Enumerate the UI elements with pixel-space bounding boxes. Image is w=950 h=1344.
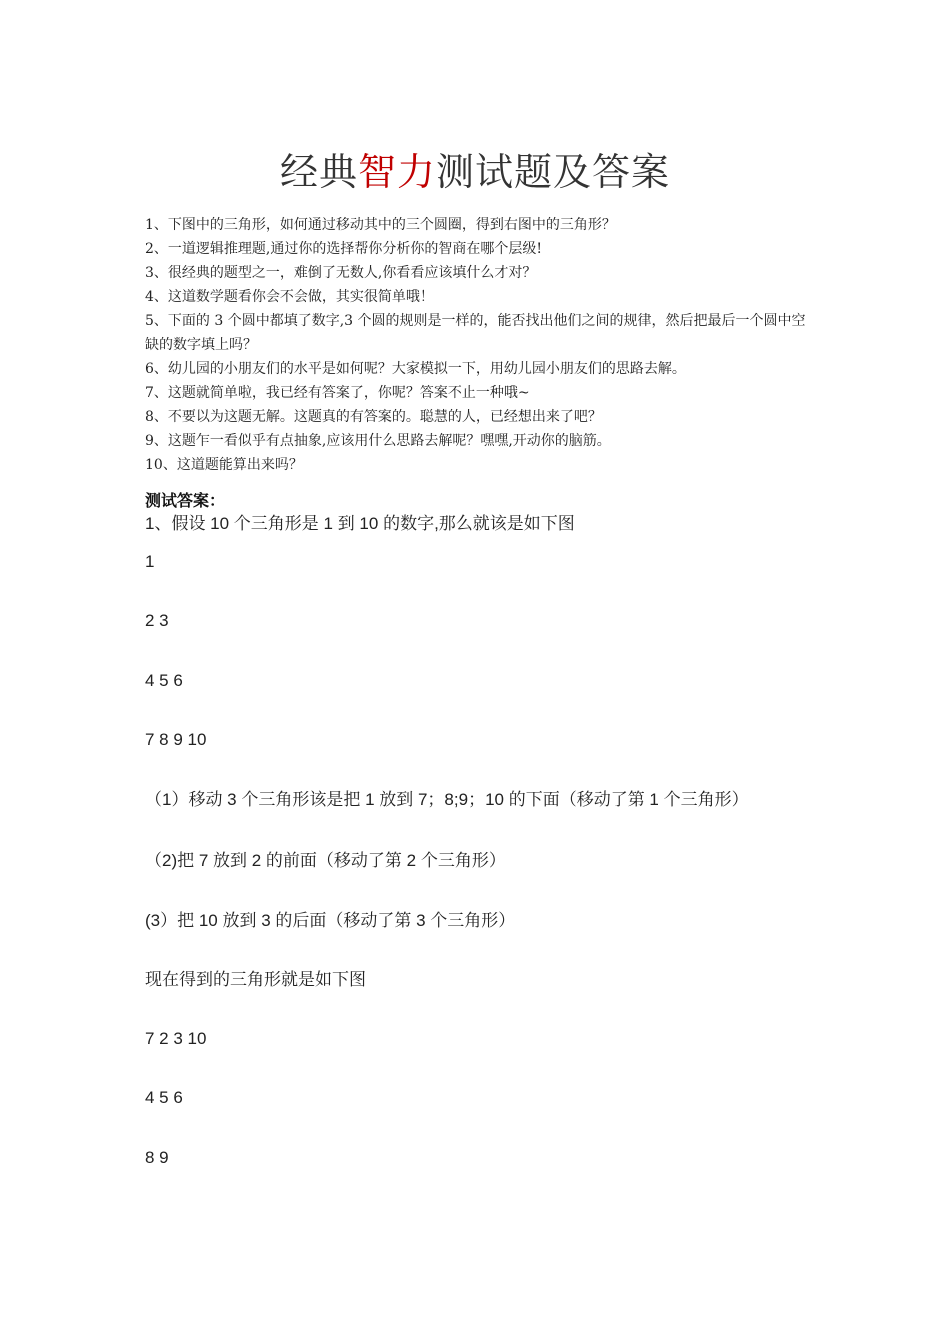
- question-item: 9、这题乍一看似乎有点抽象,应该用什么思路去解呢？嘿嘿,开动你的脑筋。: [145, 433, 611, 449]
- triangle-row: 4 5 6: [145, 1088, 183, 1107]
- question-item: 3、很经典的题型之一，难倒了无数人,你看看应该填什么才对？: [145, 265, 537, 281]
- triangle-row: 1: [145, 552, 155, 571]
- title-part-1: 经典: [279, 150, 358, 194]
- title-accent: 智力: [357, 150, 436, 194]
- question-list: [145, 213, 810, 477]
- answers-heading: 测试答案：: [145, 491, 226, 510]
- question-item: 7、这题就简单啦，我已经有答案了，你呢？答案不止一种哦~: [145, 385, 530, 401]
- triangle-row: 8 9: [145, 1148, 169, 1167]
- question-item: 8、不要以为这题无解。这题真的有答案的。聪慧的人，已经想出来了吧？: [145, 409, 602, 425]
- title-part-2: 测试题及答案: [436, 150, 671, 194]
- triangle-row: 4 5 6: [145, 671, 183, 690]
- question-item: 1、下图中的三角形，如何通过移动其中的三个圆圈，得到右图中的三角形？: [145, 217, 616, 233]
- answer-intro: 1、假设 10 个三角形是 1 到 10 的数字,那么就该是如下图: [145, 514, 575, 533]
- answer-result-intro: 现在得到的三角形就是如下图: [145, 970, 366, 989]
- question-item: 5、下面的 3 个圆中都填了数字,3 个圆的规则是一样的，能否找出他们之间的规律，然后把最后一个圆中空缺的数字填上吗？: [145, 313, 806, 353]
- triangle-row: 2 3: [145, 611, 169, 630]
- answer-step-3: (3）把 10 放到 3 的后面（移动了第 3 个三角形）: [145, 911, 516, 930]
- triangle-row: 7 8 9 10: [145, 730, 207, 749]
- question-item: 10、这道题能算出来吗？: [145, 457, 303, 473]
- triangle-row: 7 2 3 10: [145, 1029, 207, 1048]
- question-item: 2、一道逻辑推理题,通过你的选择帮你分析你的智商在哪个层级!: [145, 241, 542, 257]
- question-item: 4、这道数学题看你会不会做，其实很简单哦！: [145, 289, 434, 305]
- answer-step-1: （1）移动 3 个三角形该是把 1 放到 7；8;9；10 的下面（移动了第 1 个三角形）: [145, 790, 749, 809]
- question-item: 6、幼儿园的小朋友们的水平是如何呢？大家模拟一下，用幼儿园小朋友们的思路去解。: [145, 361, 686, 377]
- document-title: [0, 146, 950, 198]
- answer-step-2: （2)把 7 放到 2 的前面（移动了第 2 个三角形）: [145, 851, 506, 870]
